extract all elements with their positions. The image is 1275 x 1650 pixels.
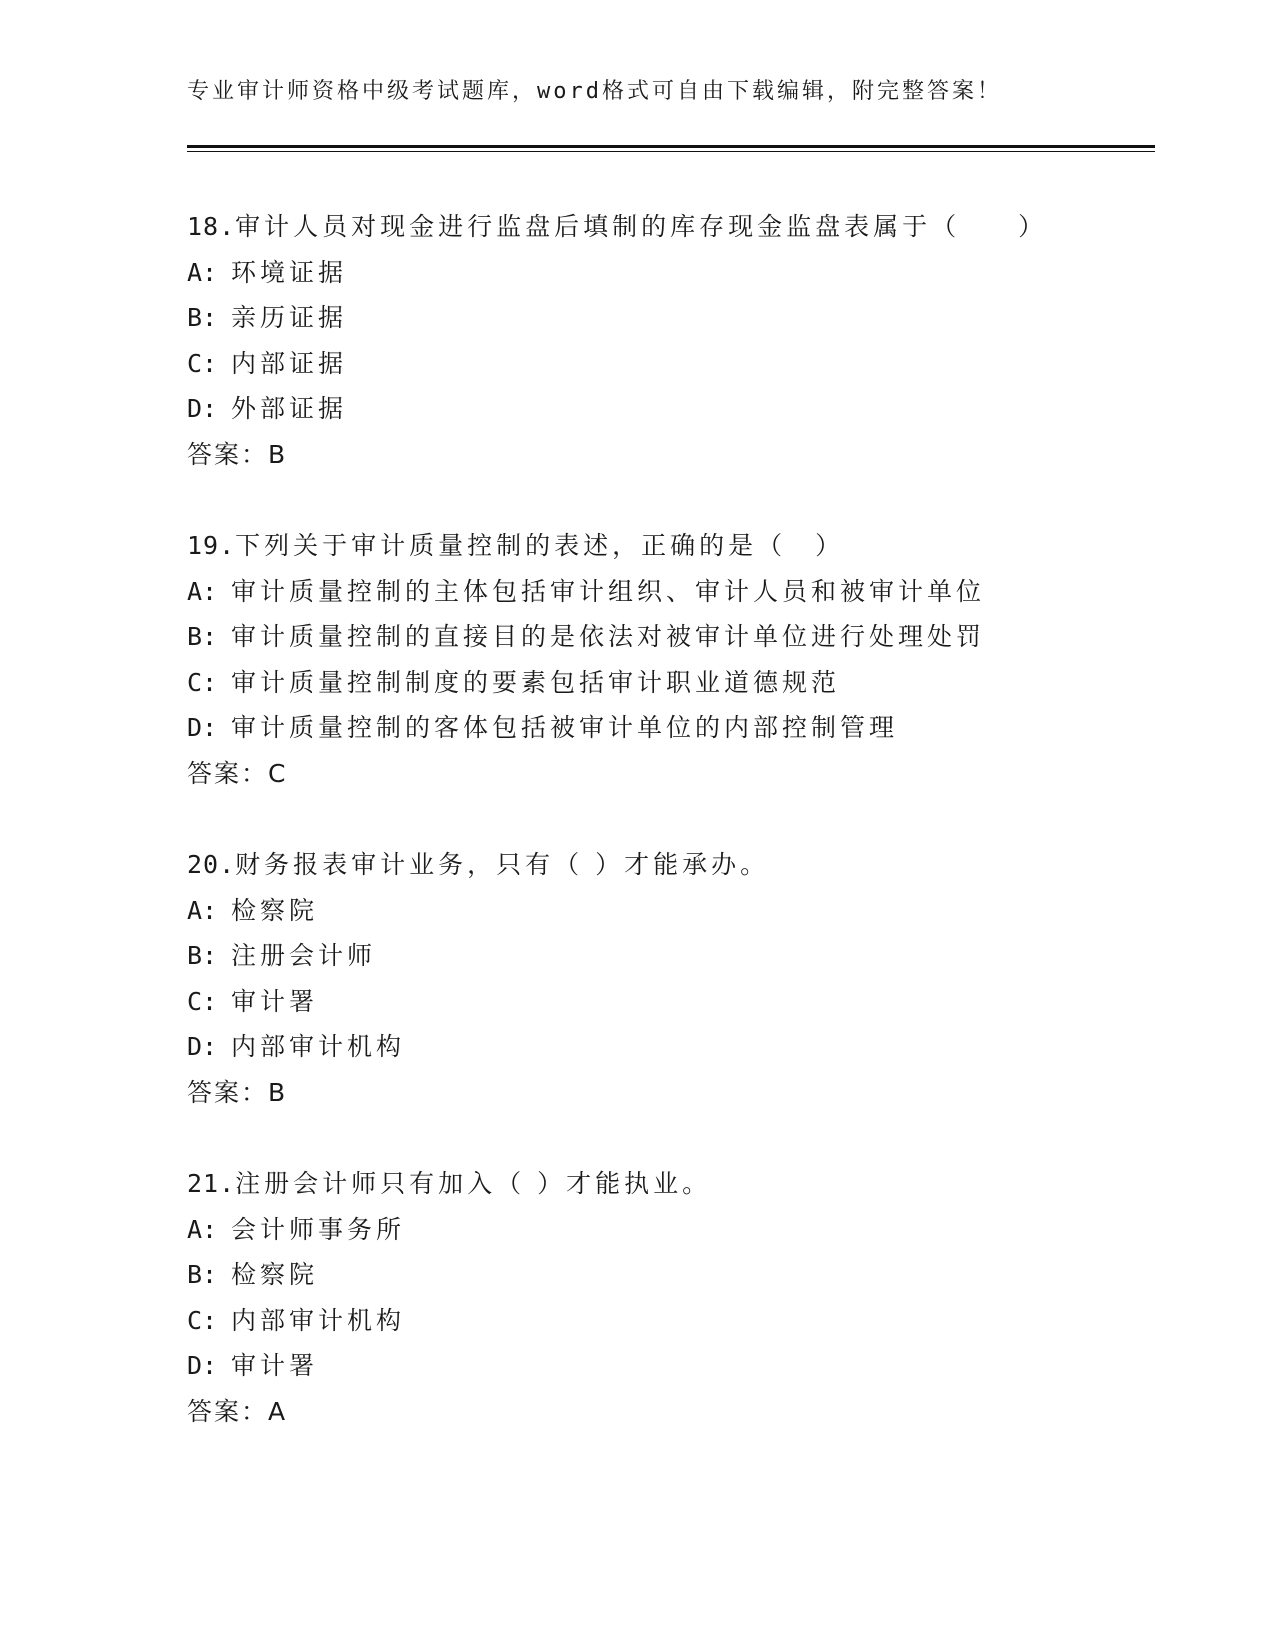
question-text: 下列关于审计质量控制的表述，正确的是（ ） xyxy=(235,531,845,560)
question-stem xyxy=(187,1161,1167,1207)
option-text: 审计质量控制的主体包括审计组织、审计人员和被审计单位 xyxy=(231,576,986,606)
question-number: 19. xyxy=(187,531,236,560)
question-20 xyxy=(187,842,1167,1115)
option-letter: B: xyxy=(187,622,218,651)
question-number: 20. xyxy=(187,850,236,879)
option-d xyxy=(187,1343,1167,1389)
option-letter: D: xyxy=(187,1032,218,1061)
option-letter: C: xyxy=(187,986,218,1016)
option-c xyxy=(187,660,1167,706)
option-b xyxy=(187,614,1167,660)
option-d xyxy=(187,705,1167,751)
option-text: 审计署 xyxy=(231,1351,319,1380)
question-stem xyxy=(187,842,1167,888)
question-18 xyxy=(187,204,1167,477)
option-letter: C: xyxy=(187,1305,218,1335)
question-21 xyxy=(187,1161,1167,1434)
option-letter: A: xyxy=(187,576,218,606)
question-text: 财务报表审计业务，只有（ ）才能承办。 xyxy=(235,850,770,879)
option-letter: C: xyxy=(187,348,218,378)
option-letter: A: xyxy=(187,257,218,287)
option-letter: A: xyxy=(187,895,218,925)
option-text: 审计质量控制的直接目的是依法对被审计单位进行处理处罚 xyxy=(231,622,986,651)
option-a xyxy=(187,569,1167,615)
option-text: 注册会计师 xyxy=(231,941,377,970)
answer-line: 答案：A xyxy=(187,1396,288,1426)
option-letter: C: xyxy=(187,667,218,697)
option-b xyxy=(187,1252,1167,1298)
option-text: 内部审计机构 xyxy=(231,1305,406,1335)
question-19 xyxy=(187,523,1167,796)
option-text: 内部审计机构 xyxy=(231,1032,406,1061)
question-stem xyxy=(187,523,1167,569)
option-letter: D: xyxy=(187,1351,218,1380)
answer-line: 答案：B xyxy=(187,439,288,469)
header-rule-thin xyxy=(187,151,1155,152)
answer-line: 答案：B xyxy=(187,1077,288,1107)
header-rule-thick xyxy=(187,145,1155,148)
option-b xyxy=(187,295,1167,341)
option-a xyxy=(187,1207,1167,1253)
option-c xyxy=(187,979,1167,1025)
option-c xyxy=(187,1298,1167,1344)
option-text: 审计质量控制制度的要素包括审计职业道德规范 xyxy=(231,667,841,697)
option-letter: B: xyxy=(187,303,218,332)
option-letter: B: xyxy=(187,941,218,970)
option-letter: B: xyxy=(187,1260,218,1289)
option-letter: A: xyxy=(187,1214,218,1244)
option-text: 审计质量控制的客体包括被审计单位的内部控制管理 xyxy=(231,713,899,742)
option-text: 环境证据 xyxy=(231,257,348,287)
option-text: 外部证据 xyxy=(231,394,348,423)
option-a xyxy=(187,250,1167,296)
question-number: 18. xyxy=(187,212,236,241)
option-letter: D: xyxy=(187,394,218,423)
answer-line: 答案：C xyxy=(187,758,288,788)
question-text: 审计人员对现金进行监盘后填制的库存现金监盘表属于（ ） xyxy=(235,212,1048,241)
option-c xyxy=(187,341,1167,387)
question-list xyxy=(187,204,1167,1480)
option-text: 审计署 xyxy=(231,986,319,1016)
option-text: 会计师事务所 xyxy=(231,1214,406,1244)
option-text: 检察院 xyxy=(231,1260,319,1289)
option-d xyxy=(187,386,1167,432)
option-a xyxy=(187,888,1167,934)
option-b xyxy=(187,933,1167,979)
option-letter: D: xyxy=(187,713,218,742)
question-number: 21. xyxy=(187,1169,236,1198)
option-text: 亲历证据 xyxy=(231,303,348,332)
question-stem xyxy=(187,204,1167,250)
option-text: 内部证据 xyxy=(231,348,348,378)
page-header: 专业审计师资格中级考试题库，word格式可自由下载编辑，附完整答案！ xyxy=(187,79,1002,104)
question-text: 注册会计师只有加入（ ）才能执业。 xyxy=(235,1169,712,1198)
option-d xyxy=(187,1024,1167,1070)
option-text: 检察院 xyxy=(231,895,319,925)
